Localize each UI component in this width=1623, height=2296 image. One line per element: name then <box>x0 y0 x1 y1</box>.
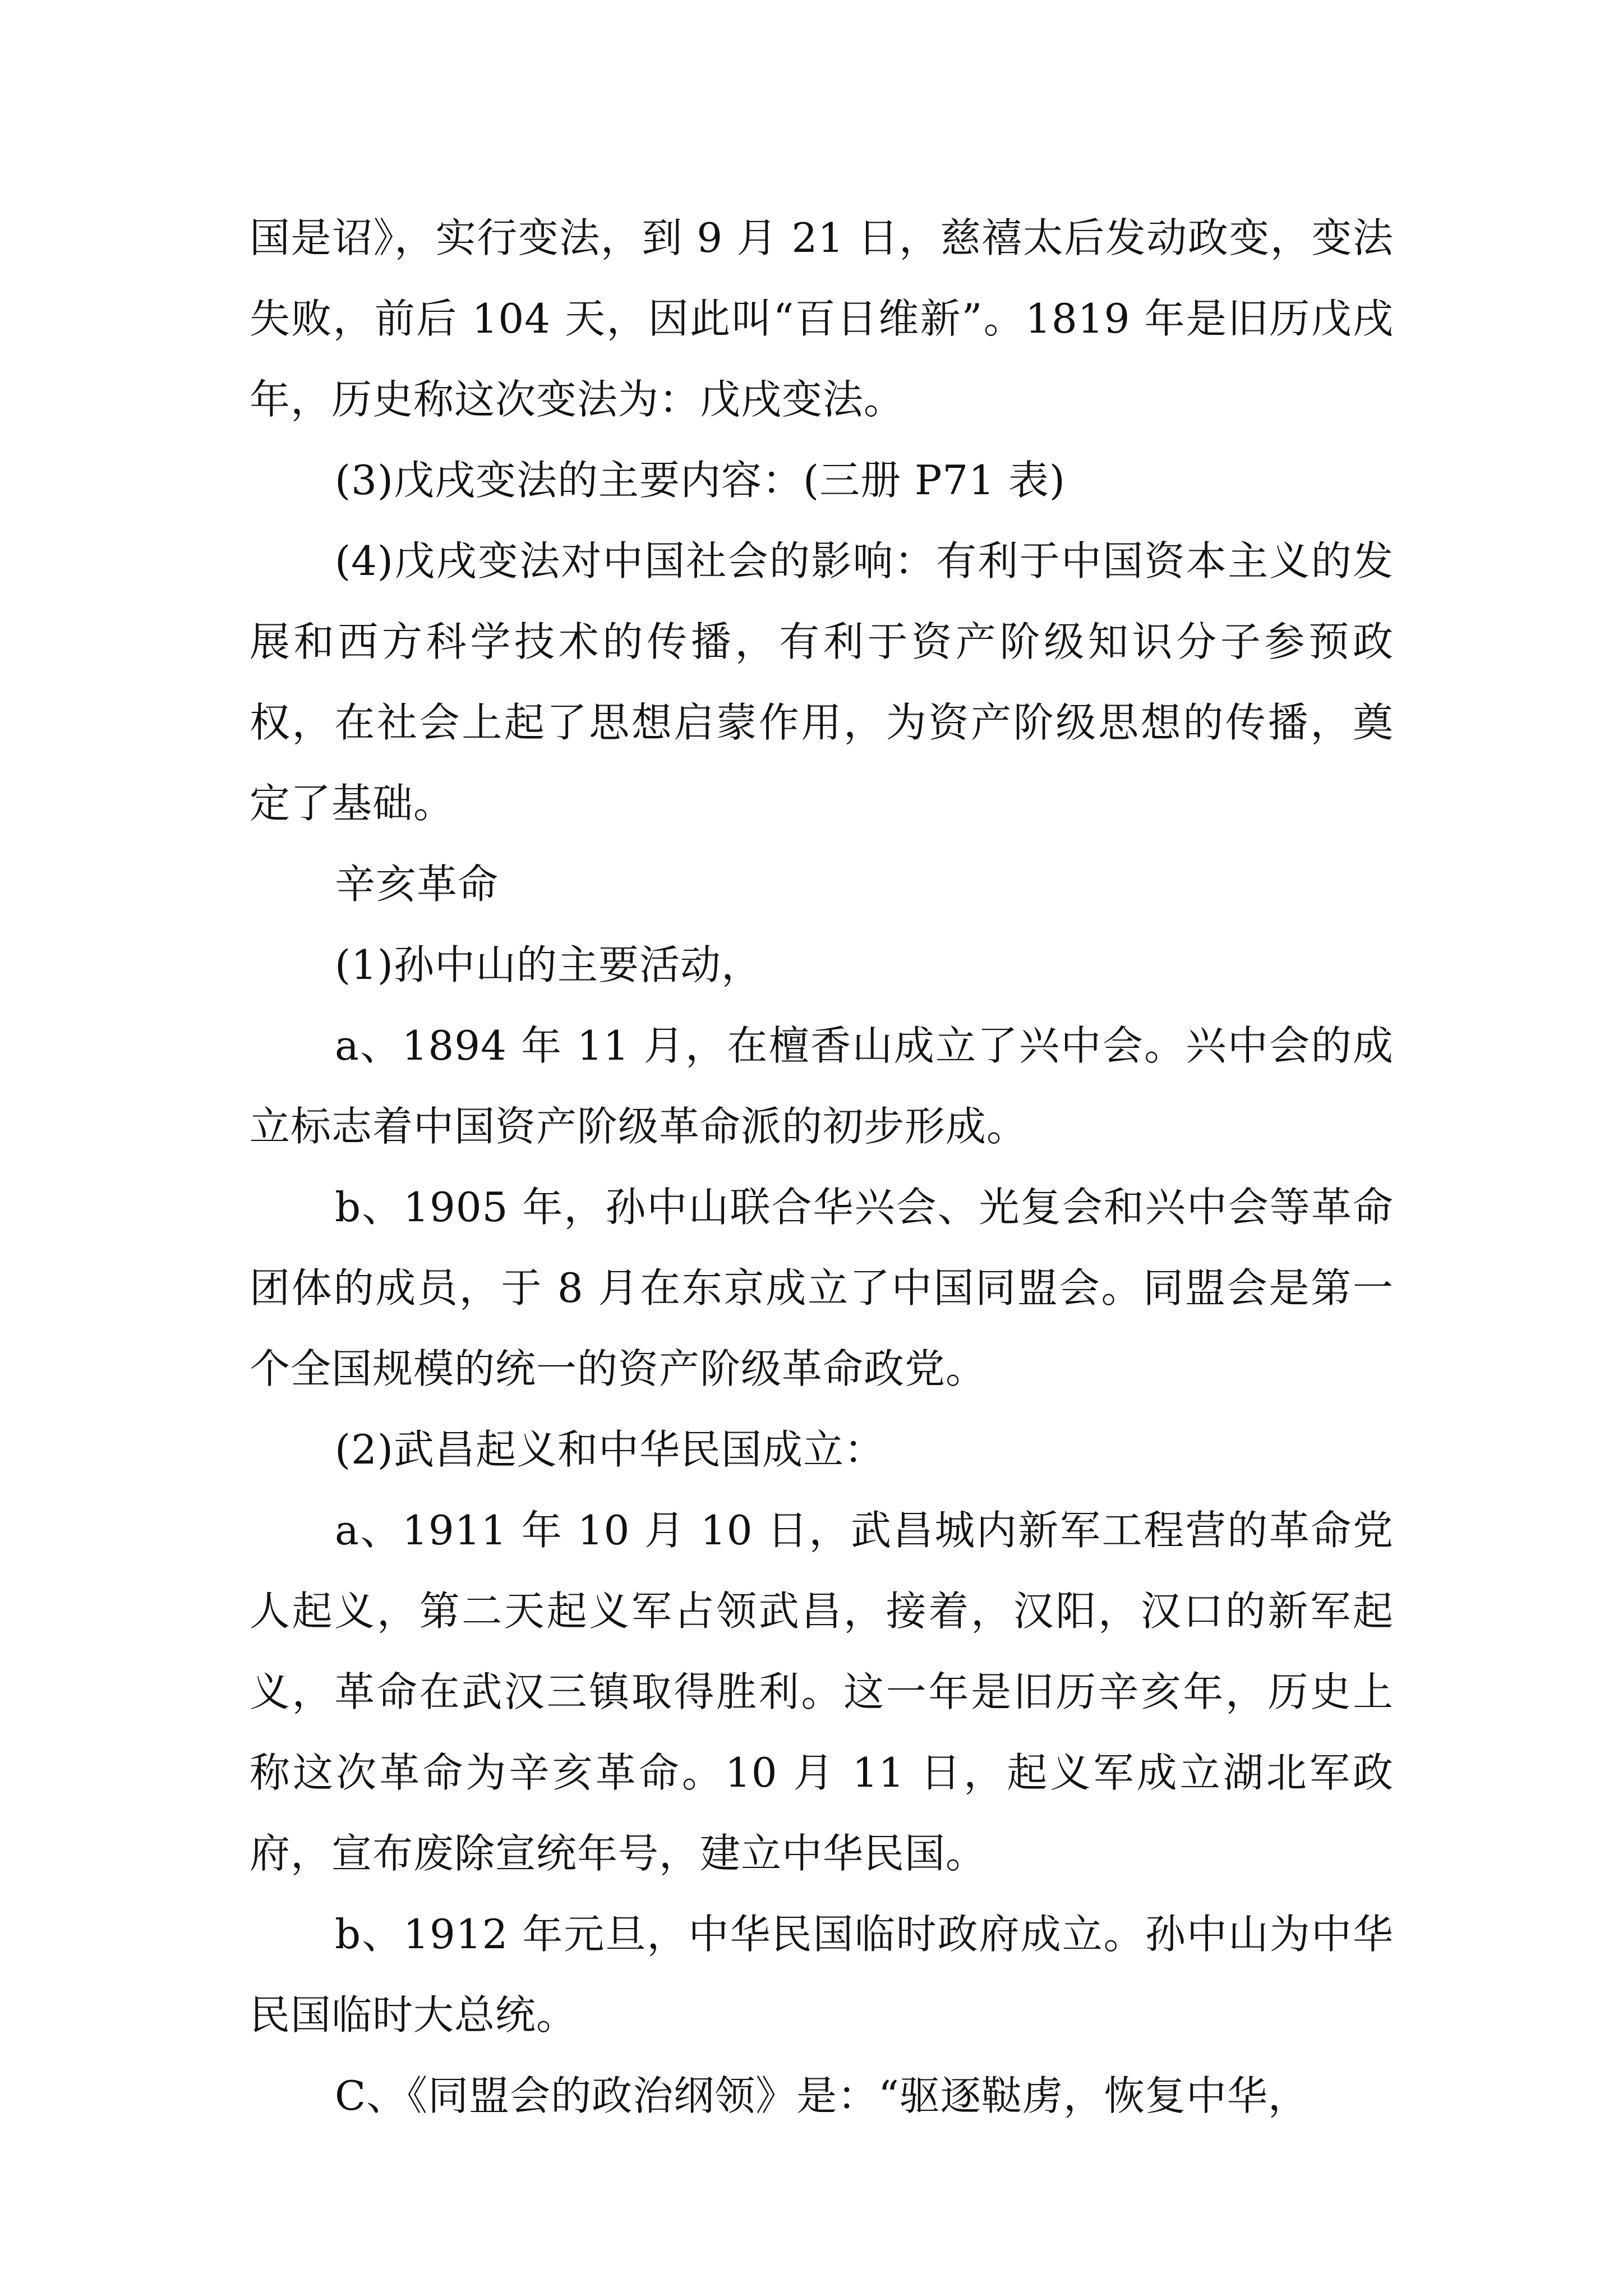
paragraph-9: a、1911 年 10 月 10 日，武昌城内新军工程营的革命党人起义，第二天起义军占领武昌，接着，汉阳，汉口的新军起义，革命在武汉三镇取得胜利。这一年是旧历辛亥年，历史上称这次革命为辛亥革命。10 月 11 日，起义军成立湖北军政府，宣布废除宣统年号，建立中华民国。 <box>250 1507 1394 1877</box>
paragraph-7: b、1905 年，孙中山联合华兴会、光复会和兴中会等革命团体的成员，于 8 月在东京成立了中国同盟会。同盟会是第一个全国规模的统一的资产阶级革命政党。 <box>250 1184 1394 1392</box>
section-heading: 辛亥革命 <box>335 861 499 908</box>
paragraph-2: (3)戊戌变法的主要内容：(三册 P71 表) <box>335 457 1066 504</box>
body-text <box>250 197 1394 2136</box>
paragraph-11: C、《同盟会的政治纲领》是：“驱逐鞑虏，恢复中华， <box>335 2072 1309 2119</box>
paragraph-6: a、1894 年 11 月，在檀香山成立了兴中会。兴中会的成立标志着中国资产阶级革命派的初步形成。 <box>250 1022 1394 1150</box>
paragraph-5: (1)孙中山的主要活动， <box>335 941 762 988</box>
paragraph-8: (2)武昌起义和中华民国成立： <box>335 1426 885 1473</box>
paragraph-1: 国是诏》，实行变法，到 9 月 21 日，慈禧太后发动政变，变法失败，前后 104 天，因此叫“百日维新”。1819 年是旧历戊戌年，历史称这次变法为：戊戌变法。 <box>250 214 1394 423</box>
paragraph-3: (4)戊戌变法对中国社会的影响：有利于中国资本主义的发展和西方科学技术的传播，有利于资产阶级知识分子参预政权，在社会上起了思想启蒙作用，为资产阶级思想的传播，奠定了基础。 <box>250 537 1394 827</box>
paragraph-10: b、1912 年元旦，中华民国临时政府成立。孙中山为中华民国临时大总统。 <box>250 1911 1394 2039</box>
